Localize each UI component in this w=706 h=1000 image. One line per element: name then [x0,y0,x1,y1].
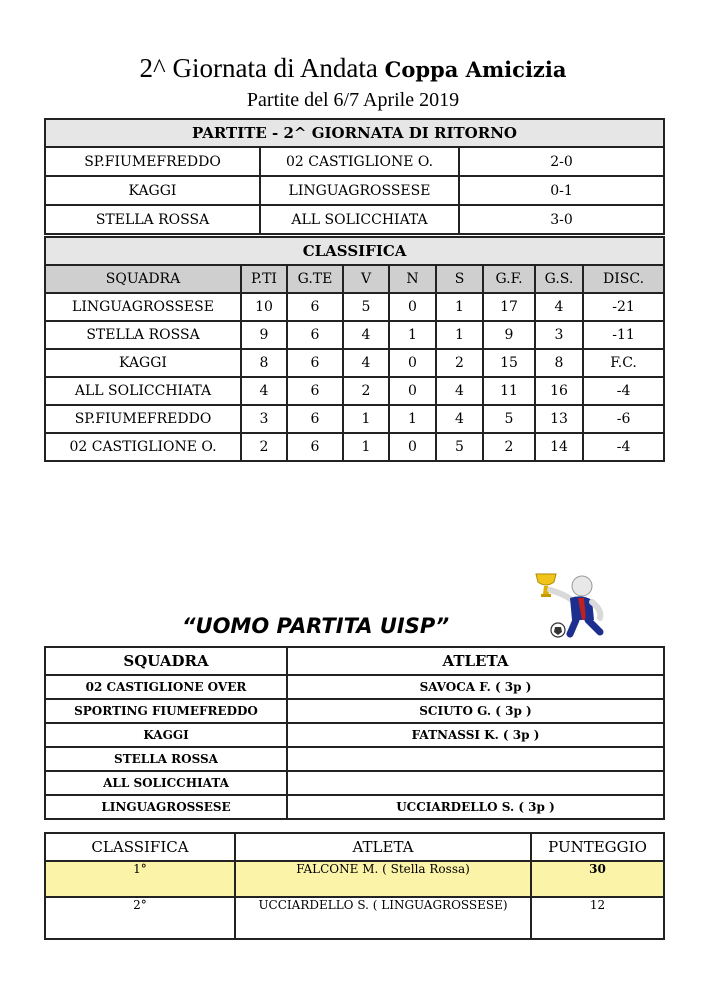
stat-cell: -4 [583,433,664,461]
standings-row [45,433,664,461]
col-header: G.F. [483,265,535,293]
stat-cell: 0 [389,433,436,461]
stat-cell: -4 [583,377,664,405]
athlete-name [287,771,664,795]
stat-cell: 6 [287,377,343,405]
matches-table [44,118,665,235]
stat-cell: 0 [389,377,436,405]
ranking-position: 2° [45,897,235,939]
stat-cell: -21 [583,293,664,321]
stat-cell: 8 [241,349,287,377]
col-header: DISC. [583,265,664,293]
stat-cell: 3 [241,405,287,433]
stat-cell: 0 [389,293,436,321]
athlete-ranking-table [44,832,665,940]
uomo-partita-table [44,646,665,820]
col-header: G.TE [287,265,343,293]
team-name: STELLA ROSSA [45,747,287,771]
standings-header-row [45,265,664,293]
col-header: SQUADRA [45,647,287,675]
standings-title: CLASSIFICA [45,237,664,265]
page-title [0,52,706,86]
uomo-row [45,675,664,699]
ranking-row [45,897,664,939]
col-header: P.TI [241,265,287,293]
stat-cell: 4 [535,293,583,321]
stat-cell: 9 [483,321,535,349]
match-home: KAGGI [45,176,260,205]
stat-cell: 1 [343,405,389,433]
uomo-row [45,723,664,747]
team-name: STELLA ROSSA [45,321,241,349]
stat-cell: 11 [483,377,535,405]
match-row [45,147,664,176]
stat-cell: 3 [535,321,583,349]
stat-cell: 1 [436,321,483,349]
col-header: SQUADRA [45,265,241,293]
stat-cell: 6 [287,293,343,321]
stat-cell: 10 [241,293,287,321]
stat-cell: 1 [436,293,483,321]
athlete-name: UCCIARDELLO S. ( 3p ) [287,795,664,819]
standings-row [45,321,664,349]
match-score: 2-0 [459,147,664,176]
stat-cell: 1 [389,321,436,349]
team-name: KAGGI [45,349,241,377]
stat-cell: F.C. [583,349,664,377]
stat-cell: 13 [535,405,583,433]
stat-cell: 6 [287,405,343,433]
stat-cell: 14 [535,433,583,461]
team-name: ALL SOLICCHIATA [45,377,241,405]
stat-cell: 5 [483,405,535,433]
standings-row [45,377,664,405]
col-header: CLASSIFICA [45,833,235,861]
col-header: G.S. [535,265,583,293]
ranking-athlete: FALCONE M. ( Stella Rossa) [235,861,531,897]
uomo-partita-title: “UOMO PARTITA UISP” [182,614,450,638]
page-title-cup: Coppa Amicizia [384,57,567,82]
col-header: PUNTEGGIO [531,833,664,861]
stat-cell: 2 [436,349,483,377]
team-name: SP.FIUMEFREDDO [45,405,241,433]
athlete-name: SCIUTO G. ( 3p ) [287,699,664,723]
stat-cell: 8 [535,349,583,377]
standings-row [45,349,664,377]
stat-cell: 2 [343,377,389,405]
stat-cell: 4 [436,405,483,433]
athlete-name: FATNASSI K. ( 3p ) [287,723,664,747]
stat-cell: 2 [483,433,535,461]
stat-cell: 1 [389,405,436,433]
athlete-name: SAVOCA F. ( 3p ) [287,675,664,699]
stat-cell: 1 [343,433,389,461]
stat-cell: 6 [287,321,343,349]
standings-table [44,236,665,462]
match-row [45,176,664,205]
team-name: KAGGI [45,723,287,747]
soccer-player-trophy-icon [530,568,620,640]
team-name: 02 CASTIGLIONE OVER [45,675,287,699]
stat-cell: 5 [343,293,389,321]
ranking-position: 1° [45,861,235,897]
stat-cell: 15 [483,349,535,377]
match-home: STELLA ROSSA [45,205,260,234]
stat-cell: 6 [287,433,343,461]
stat-cell: -6 [583,405,664,433]
team-name: ALL SOLICCHIATA [45,771,287,795]
stat-cell: 6 [287,349,343,377]
uomo-row [45,795,664,819]
team-name: SPORTING FIUMEFREDDO [45,699,287,723]
page-title-main: 2^ Giornata di Andata [139,53,378,83]
ranking-points: 30 [531,861,664,897]
standings-row [45,405,664,433]
team-name: 02 CASTIGLIONE O. [45,433,241,461]
stat-cell: 17 [483,293,535,321]
ranking-header-row [45,833,664,861]
uomo-header-row [45,647,664,675]
ranking-athlete: UCCIARDELLO S. ( LINGUAGROSSESE) [235,897,531,939]
stat-cell: 0 [389,349,436,377]
match-away: 02 CASTIGLIONE O. [260,147,459,176]
uomo-row [45,747,664,771]
athlete-name [287,747,664,771]
ranking-row [45,861,664,897]
stat-cell: 16 [535,377,583,405]
stat-cell: 4 [343,321,389,349]
matches-title: PARTITE - 2^ GIORNATA DI RITORNO [45,119,664,147]
col-header: ATLETA [287,647,664,675]
stat-cell: 9 [241,321,287,349]
team-name: LINGUAGROSSESE [45,795,287,819]
uomo-row [45,699,664,723]
match-score: 3-0 [459,205,664,234]
uomo-row [45,771,664,795]
match-score: 0-1 [459,176,664,205]
stat-cell: 4 [436,377,483,405]
page-subtitle: Partite del 6/7 Aprile 2019 [246,89,460,111]
stat-cell: 2 [241,433,287,461]
col-header: S [436,265,483,293]
standings-row [45,293,664,321]
team-name: LINGUAGROSSESE [45,293,241,321]
col-header: V [343,265,389,293]
match-away: ALL SOLICCHIATA [260,205,459,234]
col-header: ATLETA [235,833,531,861]
stat-cell: 4 [343,349,389,377]
match-away: LINGUAGROSSESE [260,176,459,205]
stat-cell: 5 [436,433,483,461]
col-header: N [389,265,436,293]
match-home: SP.FIUMEFREDDO [45,147,260,176]
stat-cell: 4 [241,377,287,405]
ranking-points: 12 [531,897,664,939]
stat-cell: -11 [583,321,664,349]
match-row [45,205,664,234]
